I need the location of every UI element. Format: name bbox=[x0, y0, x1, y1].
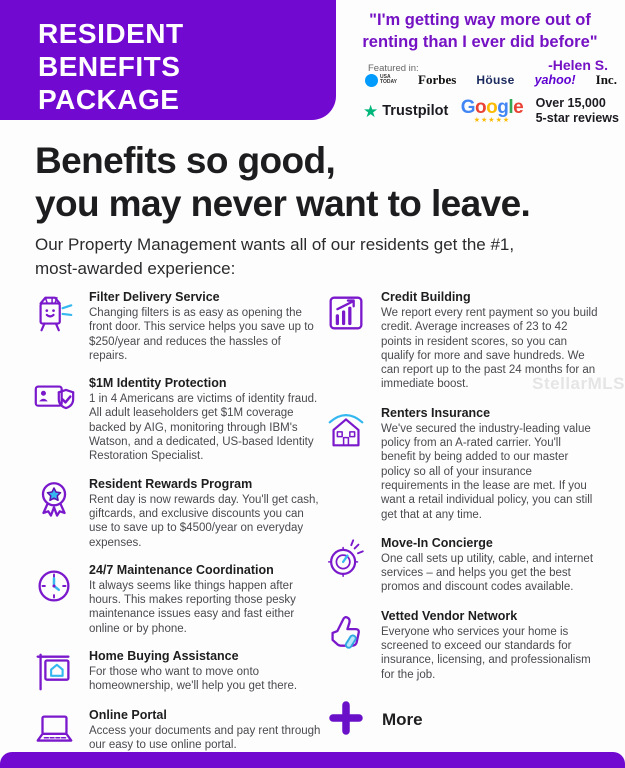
benefit-more bbox=[322, 700, 598, 741]
benefit-title: Renters Insurance bbox=[381, 405, 491, 420]
benefit-title: Vetted Vendor Network bbox=[381, 608, 518, 623]
benefit-text bbox=[89, 708, 322, 753]
benefit-text bbox=[89, 649, 322, 694]
google-letter: g bbox=[497, 96, 509, 118]
concierge-timer-icon bbox=[322, 536, 369, 582]
benefit-text bbox=[381, 406, 598, 522]
benefit-title: $1M Identity Protection bbox=[89, 376, 227, 391]
house-arc-icon bbox=[322, 406, 369, 452]
thumbs-up-icon bbox=[322, 609, 369, 655]
benefit-text bbox=[381, 609, 598, 682]
benefits-grid bbox=[30, 290, 598, 754]
benefits-column-right bbox=[322, 290, 598, 754]
press-logo-row bbox=[365, 72, 617, 88]
benefit-online-portal bbox=[30, 708, 322, 754]
laptop-icon bbox=[30, 708, 77, 754]
trustpilot-name: Trustpilot bbox=[382, 103, 449, 119]
benefit-title: Credit Building bbox=[381, 290, 471, 304]
quote-line2: renting than I ever did before" bbox=[362, 33, 598, 51]
more-label: More bbox=[382, 710, 423, 730]
main-heading-line2: you may never want to leave. bbox=[35, 183, 531, 224]
main-heading-line1: Benefits so good, bbox=[35, 140, 336, 181]
package-title-line1: RESIDENT bbox=[38, 18, 184, 49]
yahoo-logo: yahoo! bbox=[534, 73, 576, 87]
footer-bar bbox=[0, 752, 625, 768]
usa-today-circle-icon bbox=[365, 74, 378, 87]
package-title bbox=[0, 0, 336, 116]
identity-protection-icon bbox=[30, 376, 77, 422]
benefit-body: Everyone who services your home is screened to exceed our standards for insurance, licensing, and professionalism for the job. bbox=[381, 625, 591, 681]
benefit-move-in-concierge bbox=[322, 536, 598, 595]
stellar-mls-watermark: StellarMLS bbox=[532, 374, 625, 393]
sub-heading-line2: most-awarded experience: bbox=[35, 258, 236, 278]
sub-heading bbox=[35, 233, 514, 280]
inc-logo: Inc. bbox=[595, 72, 617, 87]
benefit-title: Filter Delivery Service bbox=[89, 290, 220, 304]
benefit-body: 1 in 4 Americans are victims of identity fraud. All adult leaseholders get $1M coverage backed by AIG, monitoring through IBM's Watson, and a dedicated, US-based Identity Restoration Specialist. bbox=[89, 393, 318, 463]
filter-delivery-icon bbox=[30, 290, 77, 336]
home-sign-icon bbox=[30, 649, 77, 695]
benefit-text bbox=[89, 477, 322, 550]
google-stars-icon: ★★★★★ bbox=[473, 116, 511, 124]
benefits-column-left bbox=[30, 290, 322, 754]
benefit-title: 24/7 Maintenance Coordination bbox=[89, 562, 274, 577]
google-letter: e bbox=[513, 96, 524, 118]
trustpilot-logo bbox=[363, 103, 448, 120]
clock-icon bbox=[30, 563, 77, 609]
google-letter: G bbox=[460, 96, 475, 118]
benefit-body: Changing filters is as easy as opening the front door. This service helps you save up to $250/year and reduces the hassles of repairs. bbox=[89, 307, 314, 362]
benefit-renters-insurance bbox=[322, 406, 598, 522]
main-heading bbox=[35, 139, 530, 225]
header-banner bbox=[0, 0, 336, 120]
benefit-body: Access your documents and pay rent through our easy to use online portal. bbox=[89, 725, 321, 752]
review-count bbox=[536, 96, 619, 126]
benefit-vetted-vendors bbox=[322, 609, 598, 682]
sub-heading-line1: Our Property Management wants all of our residents get the #1, bbox=[35, 235, 515, 254]
benefit-text bbox=[89, 376, 322, 463]
benefit-body: Rent day is now rewards day. You'll get cash, giftcards, and exclusive discounts you can use to save up to $4500/year on everyday expenses. bbox=[89, 493, 319, 549]
package-title-line2: BENEFITS bbox=[38, 51, 181, 82]
trustpilot-star-icon: ★ bbox=[363, 101, 379, 121]
benefit-text bbox=[89, 290, 322, 363]
google-letter: l bbox=[508, 96, 514, 118]
benefit-text bbox=[381, 536, 598, 595]
benefit-body: We report every rent payment so you build credit. Average increases of 23 to 42 points in resident scores, so you can qualify for more and save hundreds. We can report up to the past 24 months for an immediate boost. bbox=[381, 307, 598, 391]
review-count-line1: Over 15,000 bbox=[535, 96, 606, 110]
benefit-text bbox=[89, 563, 322, 636]
benefit-title: Home Buying Assistance bbox=[89, 649, 239, 664]
benefit-body: One call sets up utility, cable, and internet services – and helps you get the best promos and discount codes available. bbox=[381, 552, 594, 594]
house-logo: Höuse bbox=[476, 73, 515, 87]
benefit-maintenance bbox=[30, 563, 322, 636]
benefit-resident-rewards bbox=[30, 477, 322, 550]
plus-icon bbox=[328, 700, 364, 741]
google-letter: o bbox=[475, 96, 487, 118]
benefit-identity-protection bbox=[30, 376, 322, 463]
featured-in-label: Featured in: bbox=[368, 63, 419, 74]
google-letter: o bbox=[486, 96, 498, 118]
google-wordmark bbox=[460, 96, 524, 118]
usa-today-text: USA TODAY bbox=[380, 74, 397, 85]
rewards-medal-icon bbox=[30, 477, 77, 523]
benefit-title: Online Portal bbox=[89, 708, 167, 723]
quote-attribution: -Helen S. bbox=[548, 57, 608, 73]
benefit-title: Move-In Concierge bbox=[381, 535, 493, 550]
benefit-body: We've secured the industry-leading value policy from an A-rated carrier. You'll benefit by being added to our master policy so all of your insurance requirements in the lease are met. If you want a retail individual policy, you can still get that at any time. bbox=[381, 422, 593, 521]
review-count-line2: 5-star reviews bbox=[535, 111, 619, 125]
usa-today-logo bbox=[365, 74, 398, 87]
package-title-line3: PACKAGE bbox=[38, 84, 180, 115]
credit-chart-icon bbox=[322, 290, 369, 336]
benefit-filter-delivery bbox=[30, 290, 322, 363]
reviews-row bbox=[363, 96, 619, 126]
forbes-logo: Forbes bbox=[418, 72, 457, 87]
benefit-title: Resident Rewards Program bbox=[89, 476, 253, 491]
benefit-body: It always seems like things happen after hours. This makes reporting those pesky maintenance issues easy and fast either online or by phone. bbox=[89, 579, 296, 635]
quote-line1: "I'm getting way more out of bbox=[369, 11, 591, 29]
google-logo bbox=[460, 96, 524, 124]
benefit-body: For those who want to move onto homeownership, we'll help you get there. bbox=[89, 666, 298, 693]
benefit-home-buying bbox=[30, 649, 322, 695]
